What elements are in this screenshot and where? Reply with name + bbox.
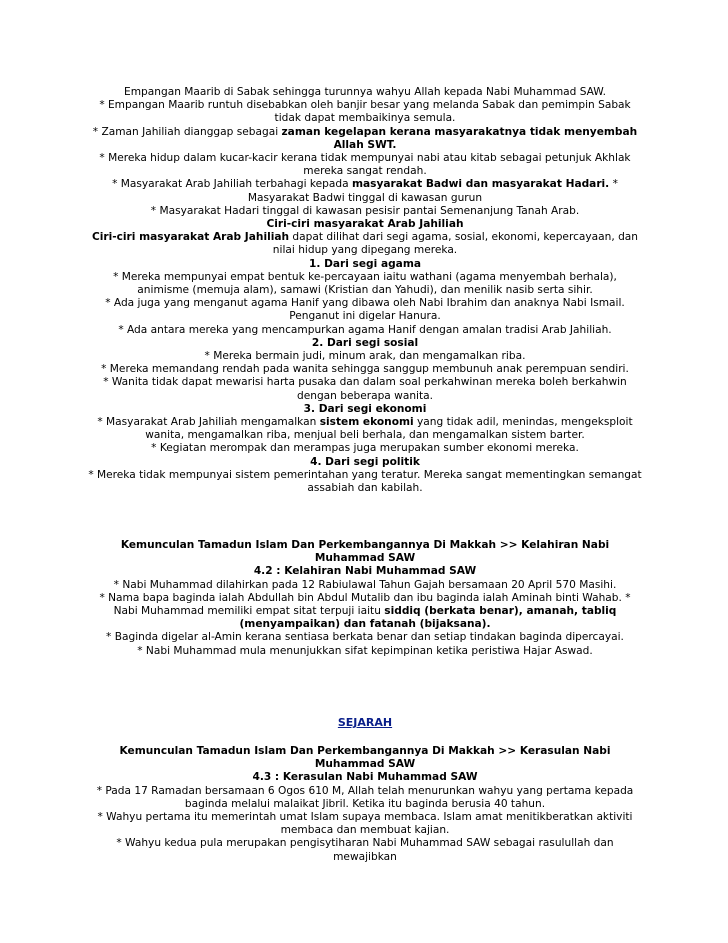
s1-p7 [86, 218, 644, 231]
s2-p4-text: siddiq (berkata benar), amanah, tabliq (menyampaikan) dan fatanah (bijaksana). [239, 605, 617, 631]
s1-p14-text: * Mereka bermain judi, minum arak, dan mengamalkan riba. [204, 350, 526, 363]
s1-p3-text: zaman kegelapan kerana masyarakatnya tidak menyembah Allah SWT. [281, 125, 638, 151]
s3-p2 [86, 771, 644, 784]
s1-p11-text: * Ada juga yang menganut agama Hanif yang dibawa oleh Nabi Ibrahim dan anaknya Nabi Ismail. Penganut ini digelar Hanura. [105, 297, 625, 323]
s1-p18 [86, 416, 644, 442]
s2-p5 [86, 631, 644, 644]
section-arab-jahiliah [86, 86, 644, 495]
s1-p8-text: Ciri-ciri masyarakat Arab Jahiliah [91, 231, 290, 244]
s1-p20-text: 4. Dari segi politik [310, 455, 420, 468]
s1-p6-text: * Masyarakat Hadari tinggal di kawasan pesisir pantai Semenanjung Tanah Arab. [150, 204, 580, 217]
s1-p21-text: * Mereka tidak mempunyai sistem pemerintahan yang teratur. Mereka sangat mementingkan semangat assabiah dan kabilah. [88, 468, 642, 495]
s1-p4-text: * Mereka hidup dalam kucar-kacir kerana tidak mempunyai nabi atau kitab sebagai petunjuk Akhlak mereka sangat rendah. [99, 152, 631, 178]
s3-p1 [86, 745, 644, 771]
s1-p5-text: masyarakat Badwi dan masyarakat Hadari. [351, 178, 610, 191]
s1-p6 [86, 205, 644, 218]
s2-p1 [86, 539, 644, 565]
s1-p2-text: * Empangan Maarib runtuh disebabkan oleh banjir besar yang melanda Sabak dan pemimpin Sabak tidak dapat membaikinya semula. [99, 99, 631, 125]
s1-p18-text: sistem ekonomi [319, 416, 414, 429]
s2-p6-text: * Nabi Muhammad mula menunjukkan sifat kepimpinan ketika peristiwa Hajar Aswad. [137, 644, 593, 657]
s1-p1-text: Empangan Maarib di Sabak sehingga turunnya wahyu Allah kepada Nabi Muhammad SAW. [124, 86, 606, 98]
s2-p1-text: Kemunculan Tamadun Islam Dan Perkembangannya Di Makkah >> Kelahiran Nabi Muhammad SAW [120, 539, 610, 565]
s1-p9 [86, 258, 644, 271]
s2-p6 [86, 645, 644, 658]
s1-p8 [86, 231, 644, 257]
s1-p16 [86, 376, 644, 402]
sejarah-link[interactable]: SEJARAH [337, 716, 393, 729]
s2-p3 [86, 579, 644, 592]
s1-p3 [86, 126, 644, 152]
s1-p18-text: * Masyarakat Arab Jahiliah mengamalkan [97, 416, 320, 429]
s2-p4 [86, 592, 644, 632]
s1-p8-text: dapat dilihat dari segi agama, sosial, ekonomi, kepercayaan, dan nilai hidup yang dipegang mereka. [272, 231, 639, 257]
s1-p19 [86, 442, 644, 455]
s3-p3 [86, 785, 644, 811]
s3-p2-text: 4.3 : Kerasulan Nabi Muhammad SAW [252, 771, 478, 784]
s1-p18-text: yang tidak adil, menindas, mengeksploit wanita, mengamalkan riba, menjual beli berhala, dan mengamalkan sistem barter. [145, 416, 633, 442]
s1-p20 [86, 456, 644, 469]
s1-p5-text: * Masyarakat Arab Jahiliah terbahagi kepada [112, 178, 352, 191]
s2-p4-text: * Nama bapa baginda ialah Abdullah bin Abdul Mutalib dan ibu baginda ialah Aminah binti Wahab. * Nabi Muhammad memiliki empat sitat terpuji iaitu [99, 591, 631, 618]
s3-p5-text: * Wahyu kedua pula merupakan pengisytiharan Nabi Muhammad SAW sebagai rasulullah dan mewajibkan [116, 837, 614, 863]
s1-p7-text: Ciri-ciri masyarakat Arab Jahiliah [266, 218, 464, 231]
s2-p5-text: * Baginda digelar al-Amin kerana sentiasa berkata benar dan setiap tindakan baginda dipercayai. [106, 631, 624, 644]
s2-p2-text: 4.2 : Kelahiran Nabi Muhammad SAW [253, 565, 477, 578]
section-kerasulan-nabi [86, 745, 644, 864]
s1-p16-text: * Wanita tidak dapat mewarisi harta pusaka dan dalam soal perkahwinan mereka boleh berkahwin dengan beberapa wanita. [103, 376, 627, 402]
s1-p14 [86, 350, 644, 363]
s1-p5-text: * Masyarakat Badwi tinggal di kawasan gurun [247, 178, 618, 204]
s2-p3-text: * Nabi Muhammad dilahirkan pada 12 Rabiulawal Tahun Gajah bersamaan 20 April 570 Masihi. [113, 578, 617, 591]
s3-p1-text: Kemunculan Tamadun Islam Dan Perkembangannya Di Makkah >> Kerasulan Nabi Muhammad SAW [119, 745, 611, 771]
s3-p4 [86, 811, 644, 837]
sejarah-heading [86, 716, 644, 730]
s1-p13-text: 2. Dari segi sosial [311, 336, 419, 349]
s1-p1 [86, 86, 644, 99]
s1-p15 [86, 363, 644, 376]
s1-p17 [86, 403, 644, 416]
s1-p10-text: * Mereka mempunyai empat bentuk ke-percayaan iaitu wathani (agama menyembah berhala), animisme (memuja alam), samawi (Kristian dan Yahudi), dan menilik nasib serta sihir. [113, 270, 617, 297]
s1-p21 [86, 469, 644, 495]
s1-p13 [86, 337, 644, 350]
s3-p3-text: * Pada 17 Ramadan bersamaan 6 Ogos 610 M, Allah telah menurunkan wahyu yang pertama kepada baginda melalui malaikat Jibril. Ketika itu baginda berusia 40 tahun. [96, 784, 634, 810]
s1-p5 [86, 178, 644, 204]
s3-p4-text: * Wahyu pertama itu memerintah umat Islam supaya membaca. Islam amat menitikberatkan aktiviti membaca dan membuat kajian. [97, 811, 633, 837]
s1-p10 [86, 271, 644, 297]
s1-p9-text: 1. Dari segi agama [308, 257, 422, 270]
s1-p12-text: * Ada antara mereka yang mencampurkan agama Hanif dengan amalan tradisi Arab Jahiliah. [118, 323, 612, 336]
s3-p5 [86, 837, 644, 863]
section-kelahiran-nabi [86, 539, 644, 658]
s1-p4 [86, 152, 644, 178]
s1-p15-text: * Mereka memandang rendah pada wanita sehingga sanggup membunuh anak perempuan sendiri. [101, 363, 629, 376]
s1-p17-text: 3. Dari segi ekonomi [303, 402, 427, 415]
s2-p2 [86, 565, 644, 578]
s1-p3-text: * Zaman Jahiliah dianggap sebagai [92, 125, 282, 138]
s1-p12 [86, 324, 644, 337]
s1-p19-text: * Kegiatan merompak dan merampas juga merupakan sumber ekonomi mereka. [151, 442, 579, 455]
s1-p11 [86, 297, 644, 323]
s1-p2 [86, 99, 644, 125]
